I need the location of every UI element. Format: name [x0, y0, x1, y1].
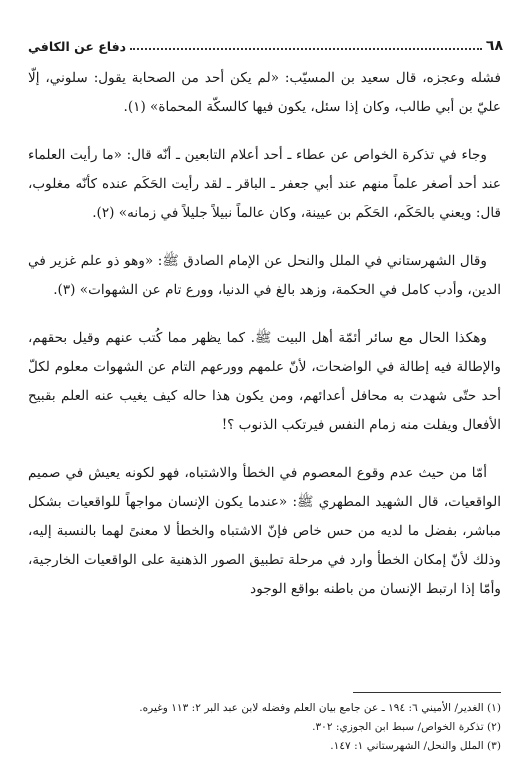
footnote: (٣) الملل والنحل/ الشهرستاني ١: ١٤٧. [330, 740, 501, 752]
footnote-separator [353, 692, 501, 693]
footnote: (١) الغدير/ الأميني ٦: ١٩٤ ـ عن جامع بيان العلم وفضله لابن عبد البر ٢: ١١٣ وغيره. [139, 702, 501, 714]
paragraph: وقال الشهرستاني في الملل والنحل عن الإمام الصادق ﷺ: «وهو ذو علم غزير في الدين، وأدب كامل في الحكمة، وزهد بالغ في الدنيا، وورع تام عن الشهوات» (٣). [28, 253, 501, 298]
paragraph: أمّا من حيث عدم وقوع المعصوم في الخطأ والاشتباه، فهو لكونه يعيش في صميم الواقعيات، قال الشهيد المطهري ﷺ: «عندما يكون الإنسان مواجهاً للواقعيات بشكل مباشر، بفضل ما لديه من حس خاص فإنّ الاشتباه والخطأ لا معنىً لهما بالنسبة إليه، وذلك لأنّ إمكان الخطأ وارد في مرحلة تطبيق الصور الذهنية على الواقعيات الخارجية، وأمّا إذا ارتبط الإنسان من باطنه بواقع الوجود [28, 465, 501, 597]
page-number: ٦٨ [485, 38, 503, 54]
body-text [28, 64, 501, 604]
running-title: دفاع عن الكافي [28, 39, 127, 54]
paragraph: وجاء في تذكرة الخواص عن عطاء ـ أحد أعلام التابعين ـ أنّه قال: «ما رأيت العلماء عند أحد أصغر علماً منهم عند أبي جعفر ـ الباقر ـ لقد رأيت الحَكَم عنده كأنّه مغلوب، قال: ويعني بالحَكَم، الحَكَم بن عيينة، وكان عالماً نبيلاً جليلاً في زمانه» (٢). [28, 147, 501, 221]
running-header [28, 32, 503, 54]
footnote: (٢) تذكرة الخواص/ سبط ابن الجوزي: ٣٠٢. [312, 721, 501, 733]
paragraph: وهكذا الحال مع سائر أئمّة أهل البيت ﷺ. كما يظهر مما كُتب عنهم وقيل بحقهم، والإطالة فيه إطالة في الواضحات، لأنّ علمهم وورعهم التام عن الشهوات معلوم لكلّ أحد حتّى شهدت به محافل أعدائهم، ومن يكون هذا حاله كيف يغيب عنه العلم بقبيح الأفعال ويفلت منه زمام النفس فيرتكب الذنوب ؟! [28, 330, 501, 433]
footnotes [28, 699, 501, 756]
header-dotted-leader [130, 48, 482, 50]
paragraph: فشله وعجزه، قال سعيد بن المسيّب: «لم يكن أحد من الصحابة يقول: سلوني، إلّا عليّ بن أبي طالب، وكان إذا سئل، يكون فيها كالسكّة المحماة» (١). [28, 70, 501, 115]
